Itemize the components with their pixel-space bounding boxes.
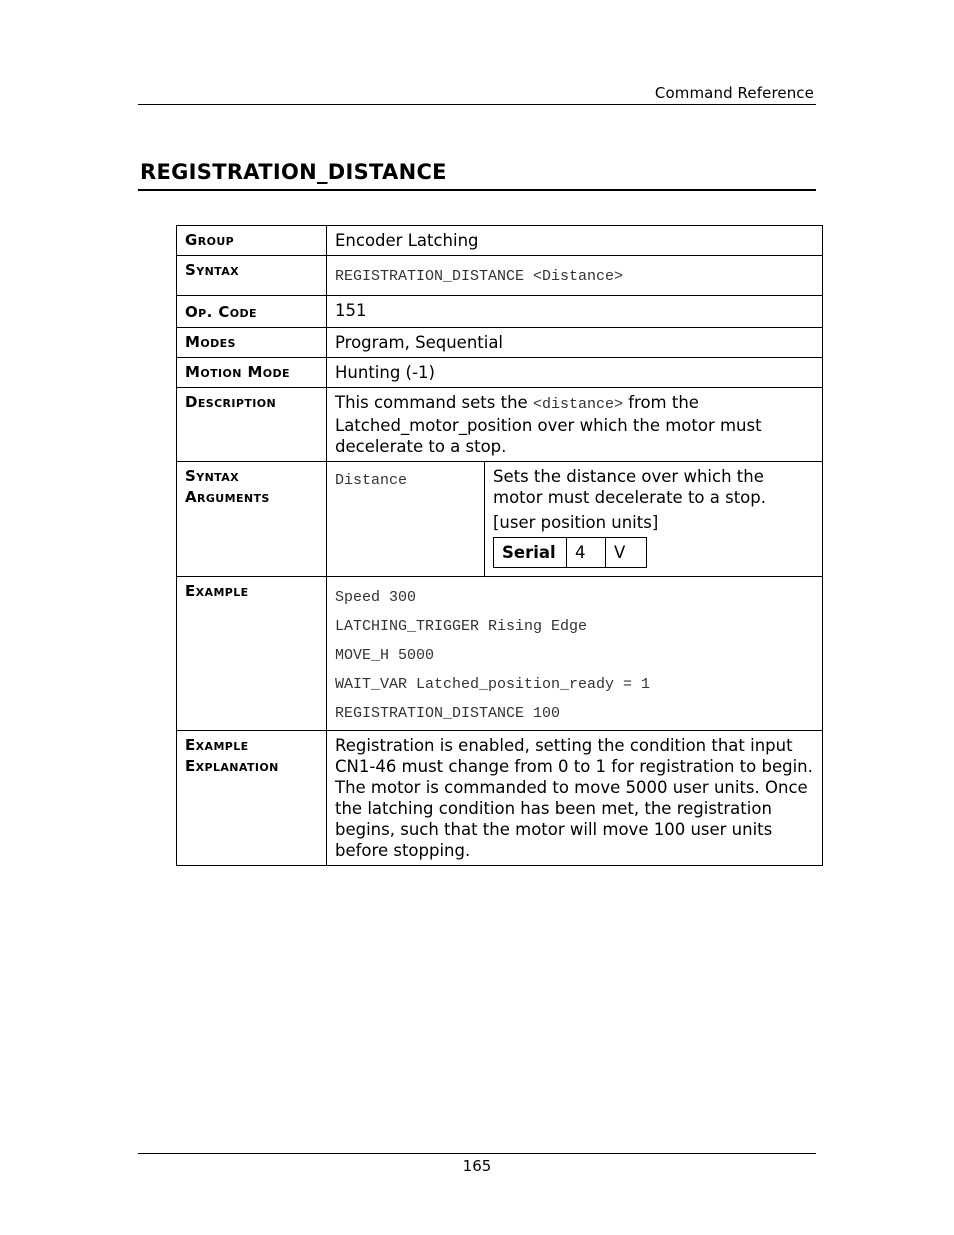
footer-rule	[138, 1153, 816, 1154]
example-explanation-label-line2: Explanation	[185, 757, 279, 775]
example-explanation-label	[177, 731, 327, 866]
row-group	[177, 226, 823, 256]
modes-label: Modes	[177, 328, 327, 358]
description-text-before: This command sets the	[335, 393, 533, 412]
example-line: MOVE_H 5000	[335, 647, 435, 664]
example-explanation-text: Registration is enabled, setting the condition that input CN1-46 must change from 0 to 1 for registration to begin. The motor is commanded to move 5000 user units. Once the latching condition has been met, the registration begins, such that the motor will move 100 user units before stopping.	[327, 731, 823, 866]
syntax-arguments-label-line2: Arguments	[185, 488, 270, 506]
row-example-explanation	[177, 731, 823, 866]
syntax-arguments-label-line1: Syntax	[185, 467, 240, 485]
syntax-value: REGISTRATION_DISTANCE <Distance>	[335, 268, 624, 285]
command-title: REGISTRATION_DISTANCE	[140, 160, 447, 184]
example-explanation-label-line1: Example	[185, 736, 249, 754]
group-value: Encoder Latching	[327, 226, 823, 256]
serial-label: Serial	[494, 538, 567, 568]
description-code: <distance>	[532, 396, 623, 413]
example-line: Speed 300	[335, 589, 417, 606]
description-text-after: from the Latched_motor_position over which the motor must decelerate to a stop.	[335, 393, 762, 456]
arguments-table	[327, 462, 822, 576]
header-rule	[138, 104, 816, 105]
argument-name: Distance	[335, 472, 408, 489]
example-line: REGISTRATION_DISTANCE 100	[335, 705, 561, 722]
page-number: 165	[462, 1157, 492, 1175]
command-reference-table	[176, 225, 823, 866]
group-label: Group	[177, 226, 327, 256]
title-rule	[138, 189, 816, 191]
motion-mode-label: Motion Mode	[177, 358, 327, 388]
argument-units: [user position units]	[493, 513, 659, 532]
row-opcode	[177, 296, 823, 328]
serial-number: 4	[567, 538, 606, 568]
row-modes	[177, 328, 823, 358]
serial-type: V	[606, 538, 647, 568]
row-example	[177, 577, 823, 731]
description-label: Description	[177, 388, 327, 462]
opcode-value: 151	[327, 296, 823, 328]
example-line: WAIT_VAR Latched_position_ready = 1	[335, 676, 651, 693]
serial-table	[493, 537, 647, 568]
syntax-arguments-label	[177, 462, 327, 577]
motion-mode-value: Hunting (-1)	[327, 358, 823, 388]
example-label: Example	[177, 577, 327, 731]
syntax-label: Syntax	[177, 256, 327, 296]
row-syntax	[177, 256, 823, 296]
description-value	[327, 388, 823, 462]
row-motion-mode	[177, 358, 823, 388]
row-description	[177, 388, 823, 462]
opcode-label: Op. Code	[177, 296, 327, 328]
modes-value: Program, Sequential	[327, 328, 823, 358]
row-syntax-arguments	[177, 462, 823, 577]
example-code-block	[327, 577, 823, 731]
running-header: Command Reference	[654, 84, 814, 102]
example-line: LATCHING_TRIGGER Rising Edge	[335, 618, 588, 635]
argument-description: Sets the distance over which the motor must decelerate to a stop.	[493, 467, 766, 507]
